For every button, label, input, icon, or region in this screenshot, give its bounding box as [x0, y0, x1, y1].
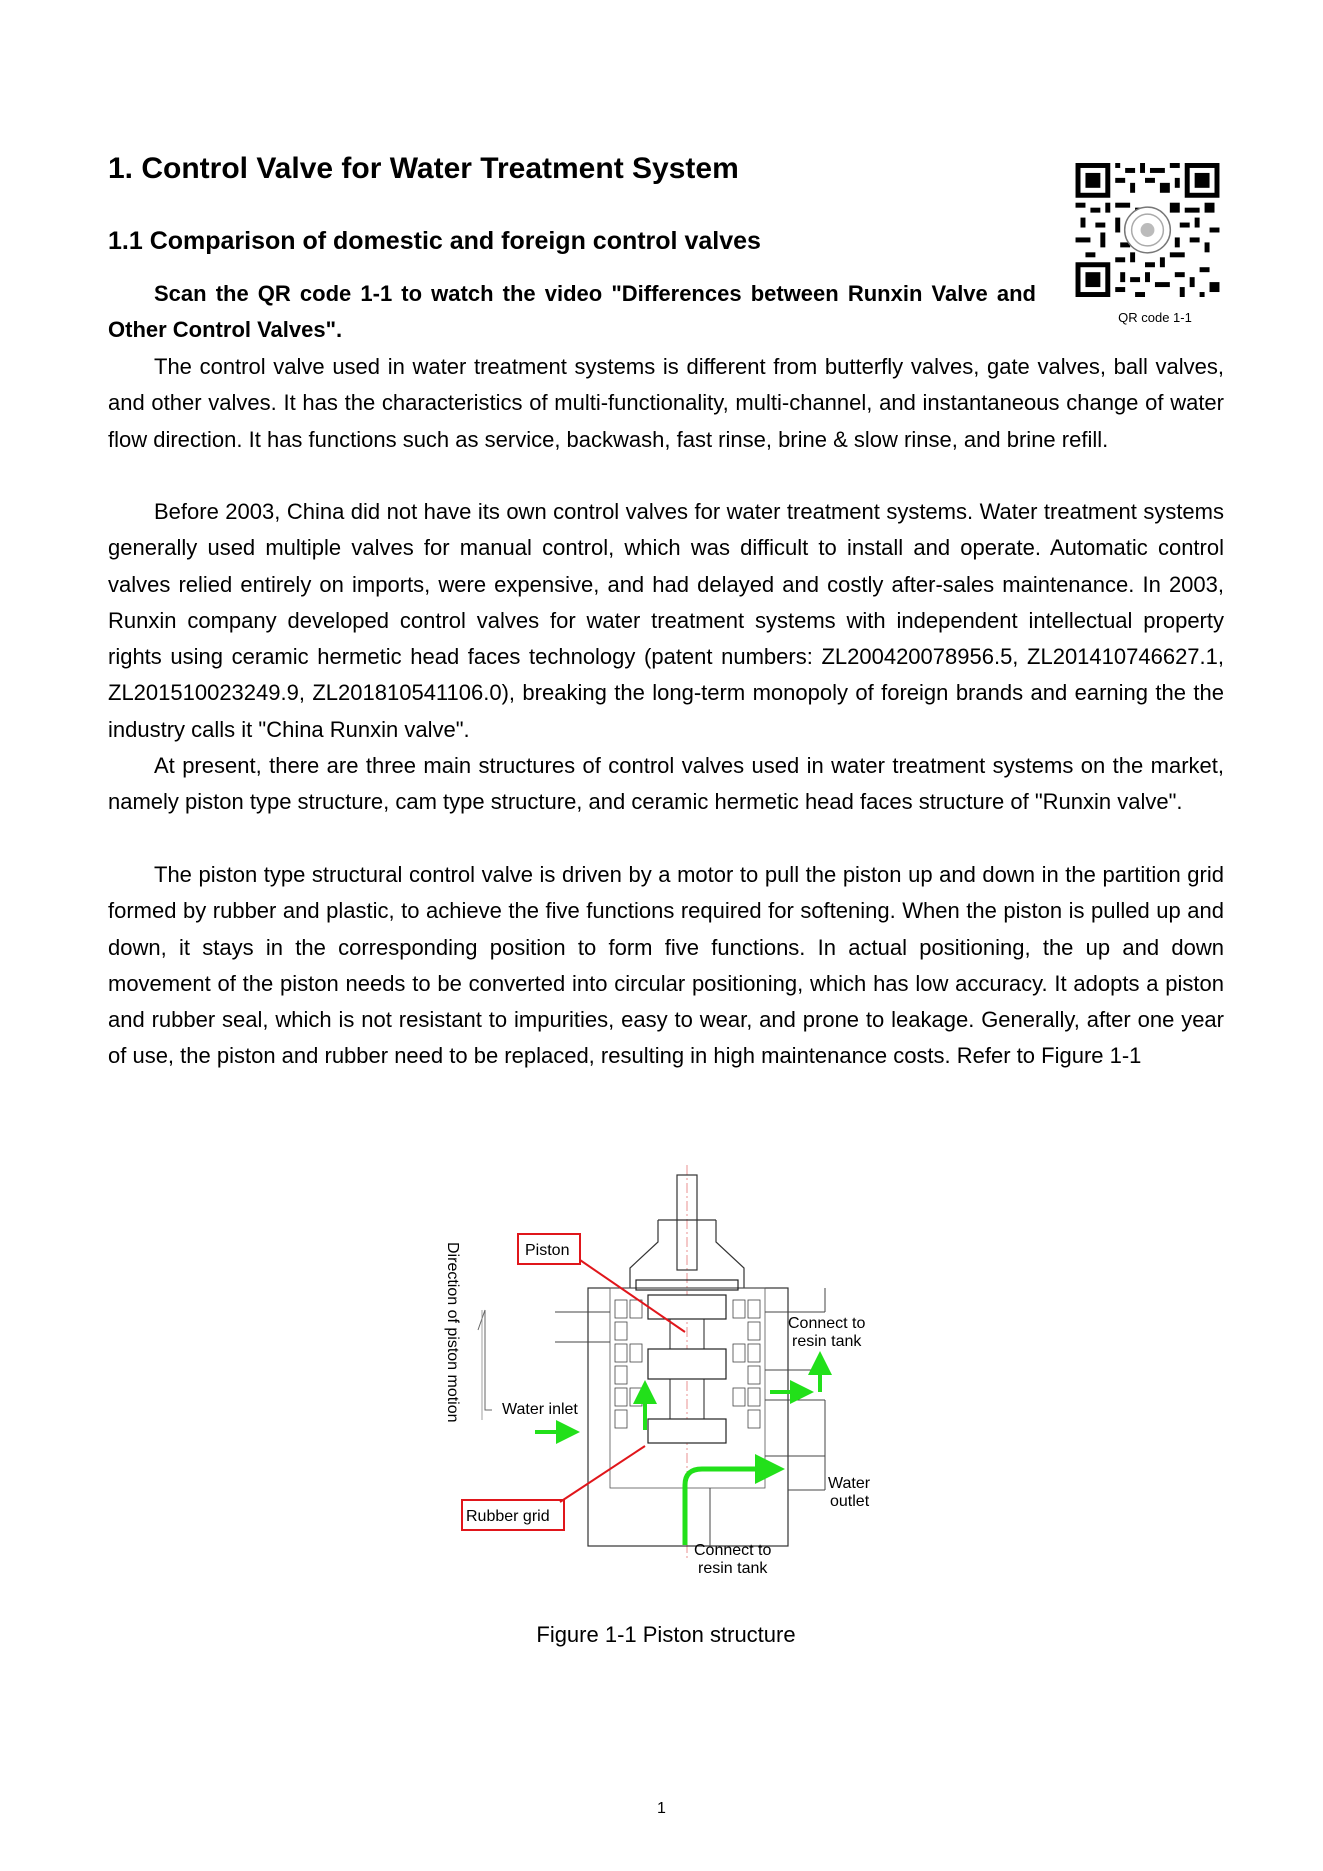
video-instruction-text: Scan the QR code 1-1 to watch the video "Differences between Runxin Valve and Other Control Valves". — [108, 281, 1036, 343]
piston-bottom-disc — [648, 1419, 726, 1443]
piston-structure-diagram — [430, 1160, 910, 1580]
rubber-grid-callout-line — [560, 1446, 645, 1502]
paragraph-intro: The control valve used in water treatment systems is different from butterfly valves, gate valves, ball valves, and other valves. It has the characteristics of multi-functionality, multi-channel, and instantaneous change of water flow direction. It has functions such as service, backwash, fast rinse, brine & slow rinse, and brine refill. — [108, 354, 1224, 452]
piston-label: Piston — [525, 1242, 570, 1259]
page-title: 1. Control Valve for Water Treatment System — [108, 152, 739, 185]
outlet-label-2: outlet — [830, 1493, 870, 1510]
qr-caption: QR code 1-1 — [1118, 310, 1192, 325]
section-heading: 1.1 Comparison of domestic and foreign control valves — [108, 227, 761, 255]
video-instruction — [108, 276, 1036, 349]
resin-top-label-1: Connect to — [788, 1315, 866, 1332]
paragraph-piston: The piston type structural control valve is driven by a motor to pull the piston up and down in the partition grid formed by rubber and plastic, to achieve the five functions required for softening. When the piston is pulled up and down, it stays in the corresponding position to form five functions. In actual positioning, the up and down movement of the piston needs to be converted into circular positioning, which has low accuracy. It adopts a piston and rubber seal, which is not resistant to impurities, easy to wear, and prone to leakage. Generally, after one year of use, the piston and rubber need to be replaced, resulting in high maintenance costs. Refer to Figure 1-1 — [108, 862, 1224, 1069]
outlet-arrow-icon — [685, 1469, 770, 1545]
paragraph-structures: At present, there are three main structures of control valves used in water treatment systems on the market, namely piston type structure, cam type structure, and ceramic hermetic head faces structure of "Runxin valve". — [108, 753, 1224, 815]
page-number: 1 — [657, 1800, 666, 1817]
paragraph-history: Before 2003, China did not have its own control valves for water treatment systems. Water treatment systems generally used multiple valves for manual control, which was difficult to install and operate. Automatic control valves relied entirely on imports, were expensive, and had delayed and costly after-sales maintenance. In 2003, Runxin company developed control valves for water treatment systems with independent intellectual property rights using ceramic hermetic head faces technology (patent numbers: ZL200420078956.5, ZL201410746627.1, ZL201510023249.9, ZL201810541106.0), breaking the long-term monopoly of foreign brands and earning the the industry calls it "China Runxin valve". — [108, 499, 1224, 742]
rubber-grid-label: Rubber grid — [466, 1508, 550, 1525]
water-inlet-label: Water inlet — [502, 1401, 578, 1418]
motion-arrow-icon — [478, 1310, 492, 1410]
figure-caption: Figure 1-1 Piston structure — [536, 1622, 796, 1647]
resin-bottom-label-2: resin tank — [698, 1560, 768, 1577]
outlet-label-1: Water — [828, 1475, 871, 1492]
direction-label: Direction of piston motion — [444, 1242, 461, 1423]
resin-top-label-2: resin tank — [792, 1333, 862, 1350]
piston-middle-disc — [648, 1349, 726, 1379]
qr-code[interactable] — [1075, 163, 1220, 297]
valve-housing — [588, 1288, 788, 1546]
resin-bottom-label-1: Connect to — [694, 1542, 772, 1559]
